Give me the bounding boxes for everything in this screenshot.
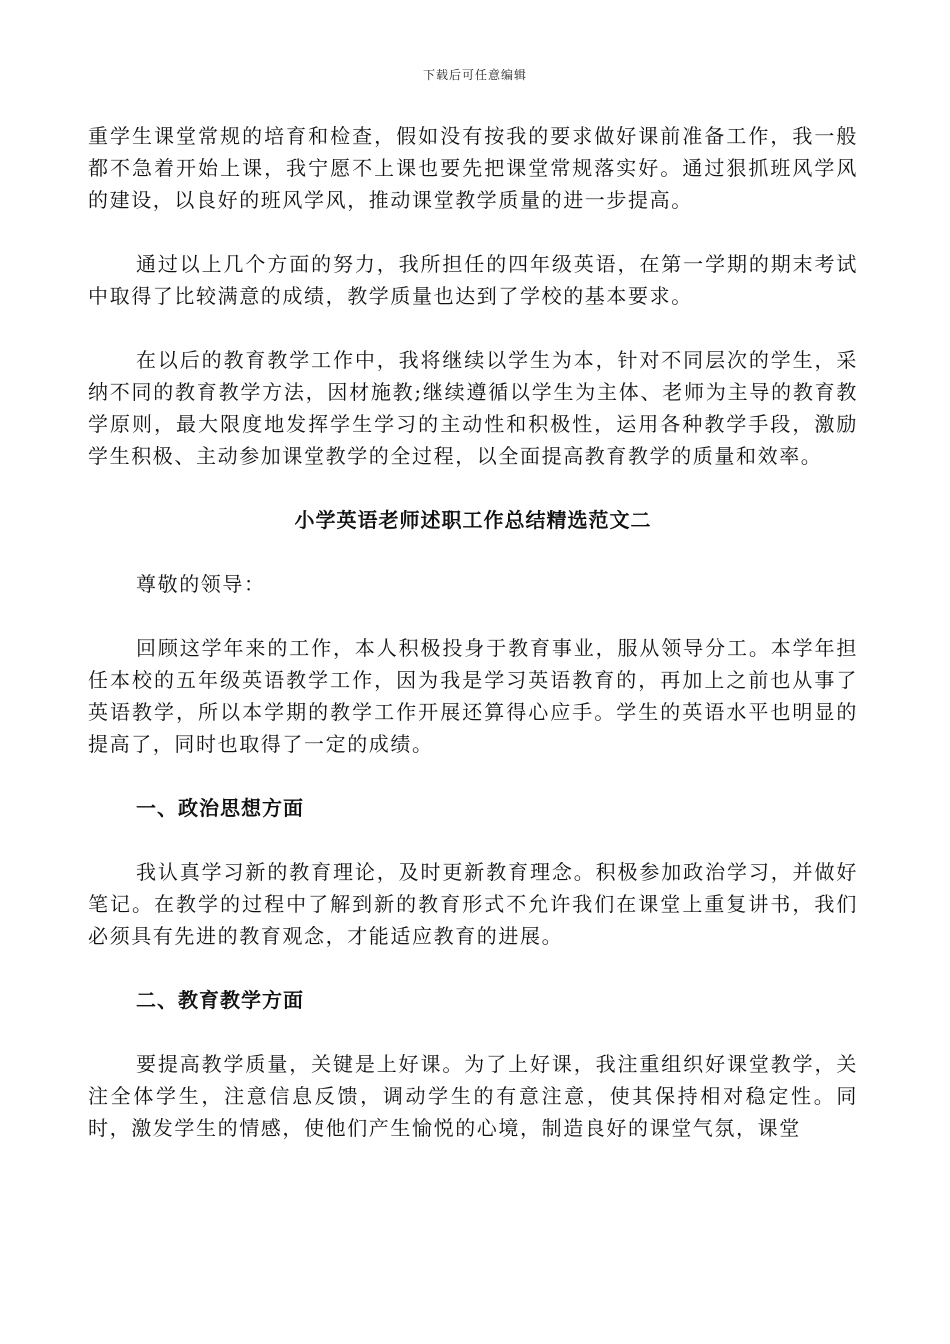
heading-political-thought: 一、政治思想方面 — [136, 796, 304, 820]
paragraph-results: 通过以上几个方面的努力，我所担任的四年级英语，在第一学期的期末考试中取得了比较满意的成绩，教学质量也达到了学校的基本要求。 — [88, 252, 858, 308]
document-body — [88, 120, 858, 1144]
paragraph-teaching: 要提高教学质量，关键是上好课。为了上好课，我注重组织好课堂教学，关注全体学生，注意信息反馈，调动学生的有意注意，使其保持相对稳定性。同时，激发学生的情感，使他们产生愉悦的心境，制造良好的课堂气氛，课堂 — [88, 1052, 858, 1140]
paragraph-political-thought: 我认真学习新的教育理论，及时更新教育理念。积极参加政治学习，并做好笔记。在教学的过程中了解到新的教育形式不允许我们在课堂上重复讲书，我们必须具有先进的教育观念，才能适应教育的进展。 — [88, 860, 858, 948]
heading-teaching: 二、教育教学方面 — [136, 988, 304, 1012]
section-title: 小学英语老师述职工作总结精选范文二 — [294, 508, 652, 532]
paragraph-future-plan: 在以后的教育教学工作中，我将继续以学生为本，针对不同层次的学生，采纳不同的教育教学方法，因材施教;继续遵循以学生为主体、老师为主导的教育教学原则，最大限度地发挥学生学习的主动性和积极性，运用各种教学手段，激励学生积极、主动参加课堂教学的全过程，以全面提高教育教学的质量和效率。 — [88, 348, 858, 468]
paragraph-continued: 重学生课堂常规的培育和检查，假如没有按我的要求做好课前准备工作，我一般都不急着开始上课，我宁愿不上课也要先把课堂常规落实好。通过狠抓班风学风的建设，以良好的班风学风，推动课堂教学质量的进一步提高。 — [88, 124, 858, 212]
salutation: 尊敬的领导： — [136, 572, 266, 596]
paragraph-review: 回顾这学年来的工作，本人积极投身于教育事业，服从领导分工。本学年担任本校的五年级英语教学工作，因为我是学习英语教育的，再加上之前也从事了英语教学，所以本学期的教学工作开展还算得心应手。学生的英语水平也明显的提高了，同时也取得了一定的成绩。 — [88, 636, 858, 756]
page-header: 下载后可任意编辑 — [422, 68, 527, 82]
